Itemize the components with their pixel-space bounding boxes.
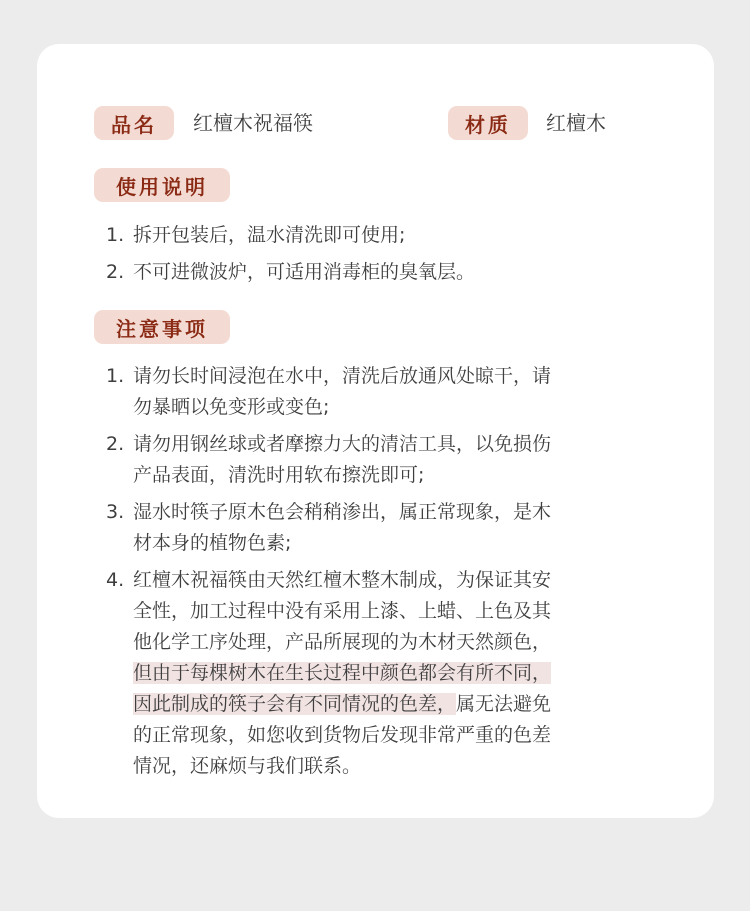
item-line: 全性，加工过程中没有采用上漆、上蜡、上色及其 (133, 600, 552, 622)
item-number: 2. (106, 261, 125, 283)
list-item (106, 361, 666, 423)
name-label-tag (94, 106, 174, 140)
usage-title-tag (94, 168, 230, 202)
item-line: 请勿长时间浸泡在水中，清洗后放通风处晾干，请 (133, 365, 552, 387)
item-text: 属无法避免 (456, 693, 552, 715)
notes-title-tag (94, 310, 230, 344)
material-value: 红檀木 (546, 111, 606, 135)
item-line: 请勿用钢丝球或者摩擦力大的清洁工具，以免损伤 (133, 433, 552, 455)
highlighted-text: 因此制成的筷子会有不同情况的色差， (133, 693, 457, 715)
list-item (106, 565, 666, 782)
item-line: 材本身的植物色素; (133, 532, 292, 554)
item-line: 情况，还麻烦与我们联系。 (133, 755, 362, 777)
item-number: 1. (106, 365, 125, 387)
list-item (106, 429, 666, 491)
material-label-tag (448, 106, 528, 140)
item-number: 1. (106, 224, 125, 246)
list-item (106, 257, 666, 288)
item-number: 2. (106, 433, 125, 455)
usage-title: 使用说明 (116, 174, 208, 199)
list-item (106, 220, 666, 251)
notes-list (106, 361, 666, 782)
highlighted-text: 但由于每棵树木在生长过程中颜色都会有所不同， (133, 662, 552, 684)
item-line: 产品表面，清洗时用软布擦洗即可; (133, 464, 425, 486)
item-text: 拆开包装后，温水清洗即可使用; (133, 224, 406, 246)
item-line: 他化学工序处理，产品所展现的为木材天然颜色， (133, 631, 552, 653)
item-line: 勿暴晒以免变形或变色; (133, 396, 330, 418)
list-item (106, 497, 666, 559)
item-line: 红檀木祝福筷由天然红檀木整木制成，为保证其安 (133, 569, 552, 591)
name-label: 品名 (111, 112, 157, 137)
item-text: 不可进微波炉，可适用消毒柜的臭氧层。 (133, 261, 476, 283)
material-label: 材质 (465, 112, 511, 137)
notes-title: 注意事项 (116, 316, 208, 341)
usage-list (106, 220, 666, 288)
item-line (133, 658, 666, 689)
name-value: 红檀木祝福筷 (193, 111, 313, 135)
item-number: 3. (106, 501, 125, 523)
item-line (133, 689, 666, 720)
item-line: 的正常现象，如您收到货物后发现非常严重的色差 (133, 724, 552, 746)
item-number: 4. (106, 569, 125, 591)
item-line: 湿水时筷子原木色会稍稍渗出，属正常现象，是木 (133, 501, 552, 523)
